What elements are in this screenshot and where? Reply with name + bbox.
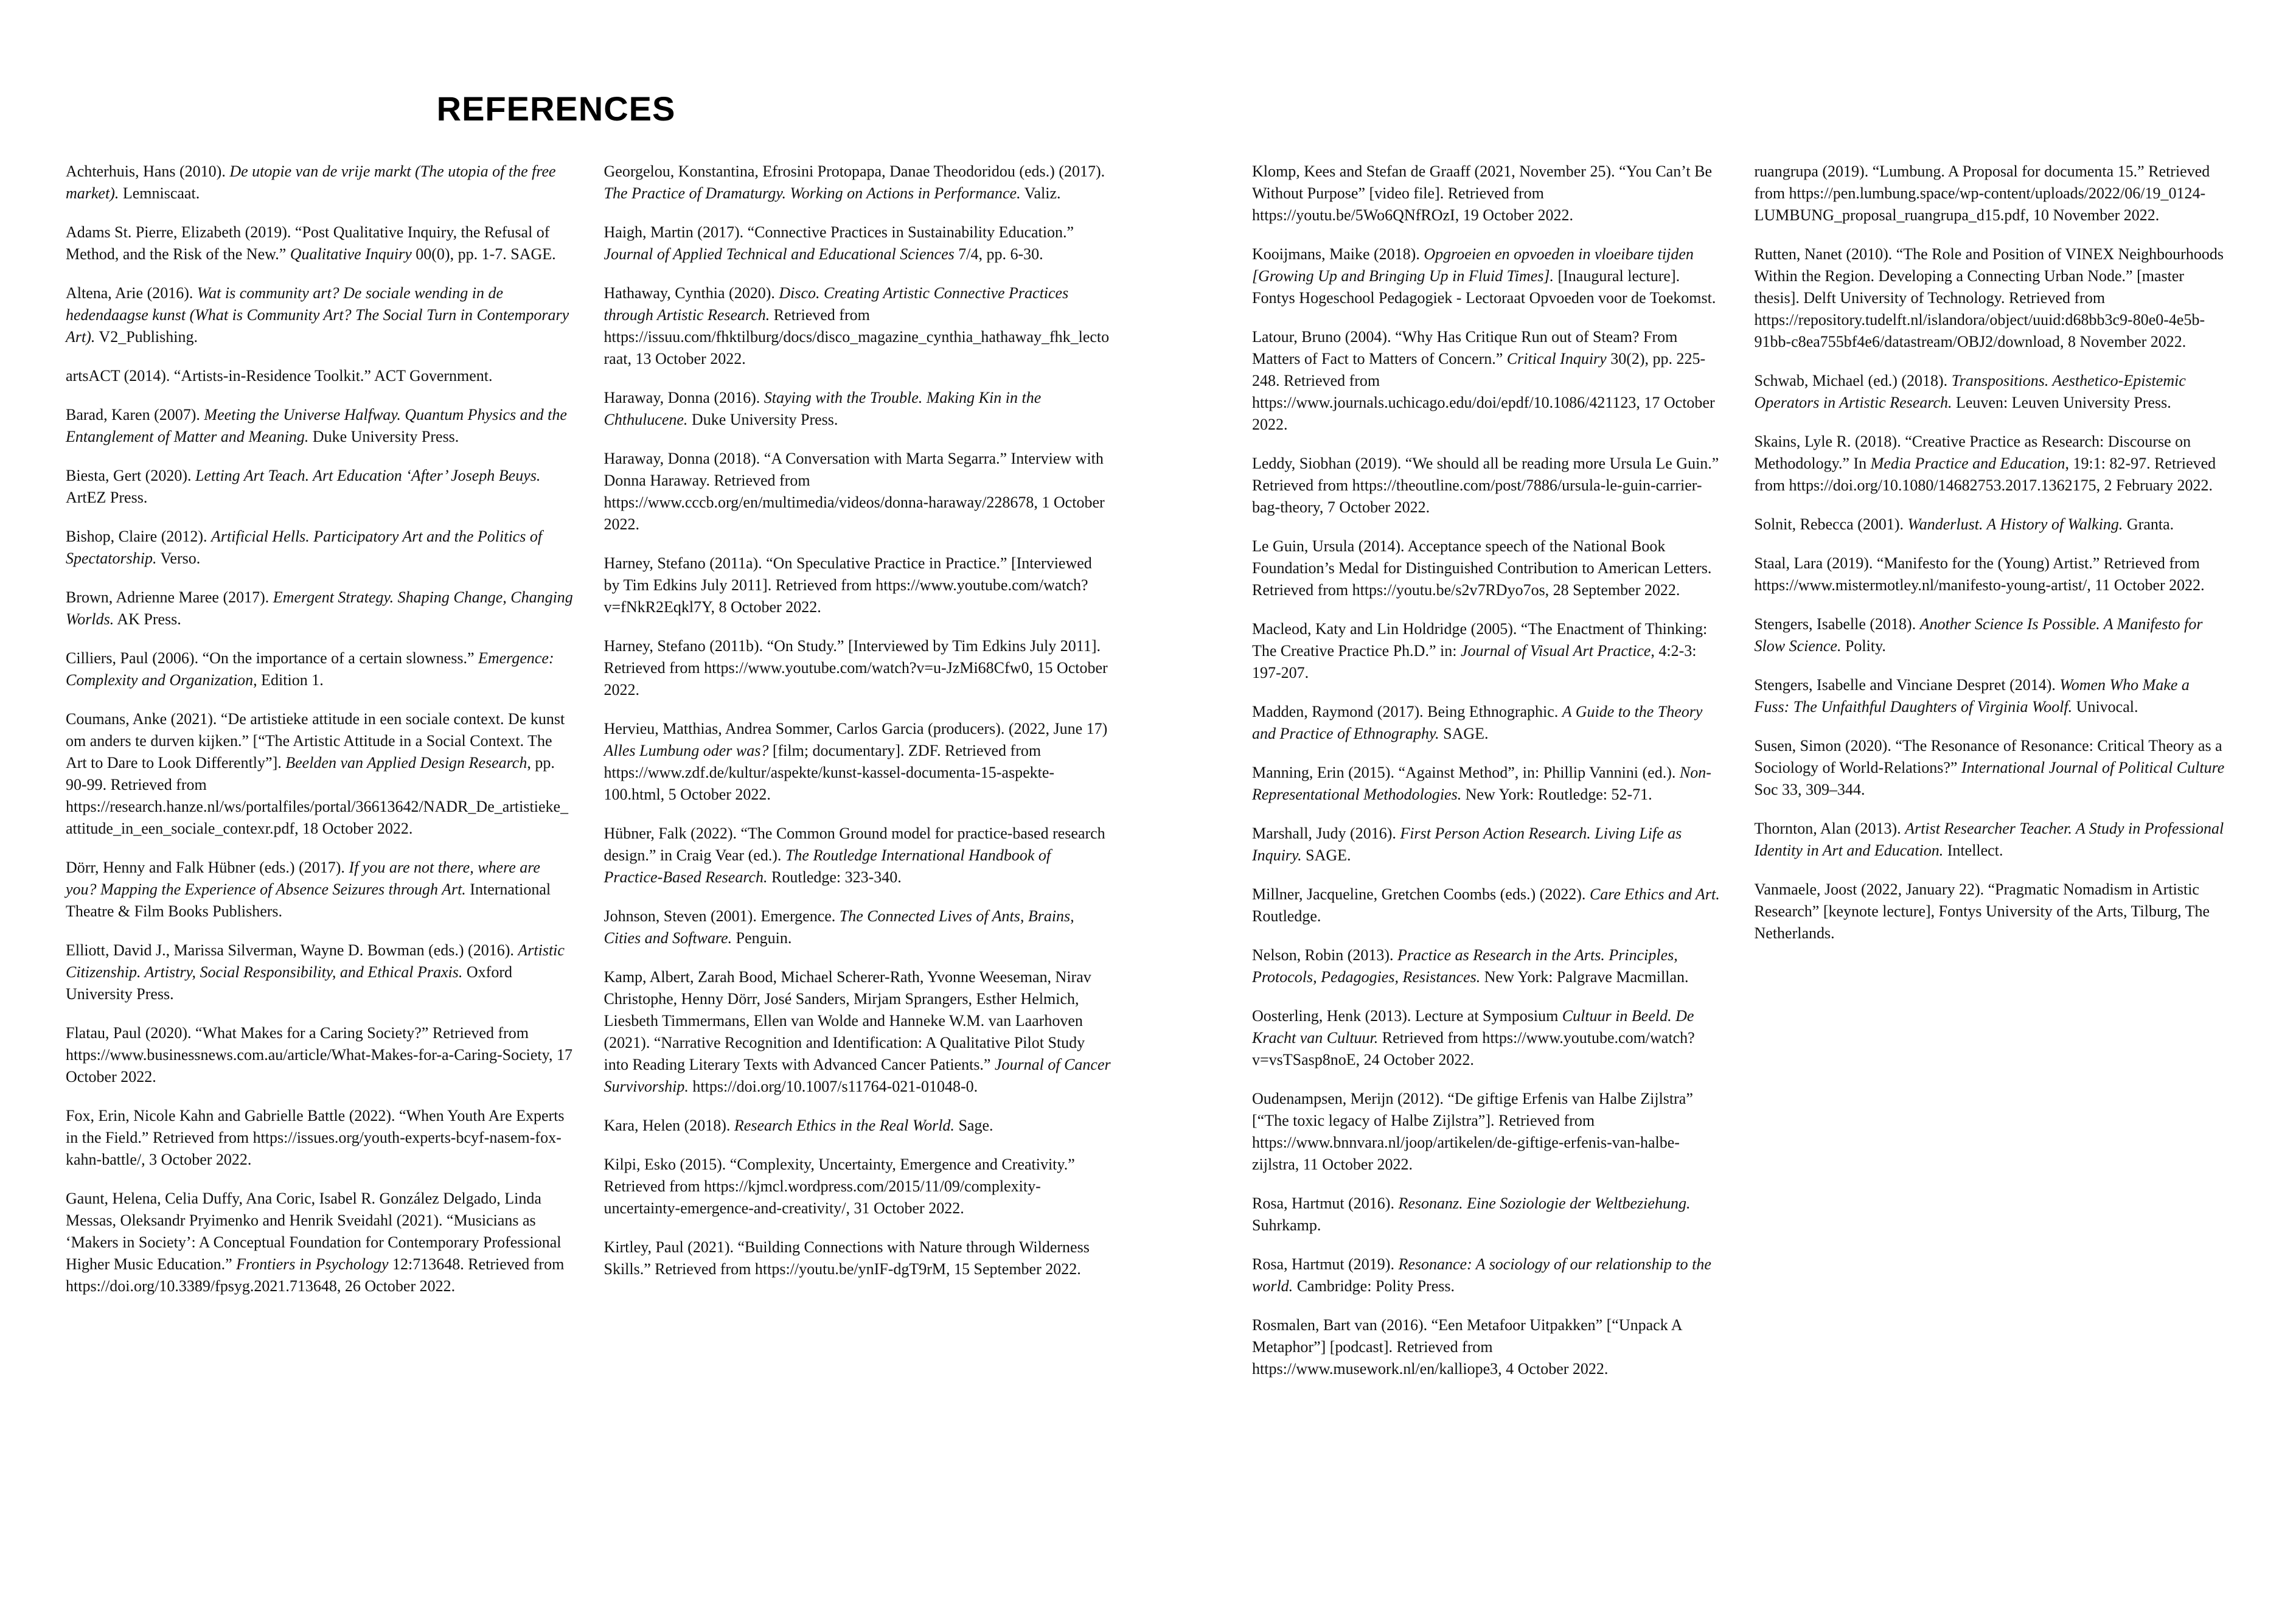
reference-entry: Rutten, Nanet (2010). “The Role and Position of VINEX Neighbourhoods Within the Region. Developing a Connecting Urban Node.” [master thesis]. Delft University of Technology. Retrieved from https://repository.tudelft.nl/islandora/object/uuid:d68bb3c9-80e0-4e5b-91bb-c8ea755bf4e6/datastream/OBJ2/download, 8 November 2022. [1754, 245, 2224, 350]
reference-entry: Gaunt, Helena, Celia Duffy, Ana Coric, Isabel R. González Delgado, Linda Messas, Oleksandr Pryimenko and Henrik Sveidahl (2021). “Musicians as ‘Makers in Society’: A Conceptual Foundation for Contemporary Professional Higher Music Education.” Frontiers in Psychology 12:713648. Retrieved from https://doi.org/10.3389/fpsyg.2021.713648, 26 October 2022. [66, 1190, 565, 1295]
reference-entry: Rosa, Hartmut (2019). Resonance: A sociology of our relationship to the world. Cambridge: Polity Press. [1252, 1255, 1711, 1295]
reference-entry: Hübner, Falk (2022). “The Common Ground model for practice-based research design.” in Craig Vear (ed.). The Routledge International Handbook of Practice-Based Research. Routledge: 323-340. [604, 824, 1105, 886]
reference-entry: Susen, Simon (2020). “The Resonance of Resonance: Critical Theory as a Sociology of World-Relations?” International Journal of Political Culture Soc 33, 309–344. [1754, 737, 2225, 798]
reference-entry: Harney, Stefano (2011a). “On Speculative Practice in Practice.” [Interviewed by Tim Edkins July 2011]. Retrieved from https://www.youtube.com/watch?v=fNkR2Eqkl7Y, 8 October 2022. [604, 554, 1092, 616]
reference-entry: Solnit, Rebecca (2001). Wanderlust. A History of Walking. Granta. [1754, 515, 2174, 533]
reference-entry: Rosa, Hartmut (2016). Resonanz. Eine Soziologie der Weltbeziehung. Suhrkamp. [1252, 1194, 1691, 1234]
right-page [1148, 0, 2296, 1621]
reference-entry: Haraway, Donna (2016). Staying with the Trouble. Making Kin in the Chthulucene. Duke University Press. [604, 389, 1042, 428]
reference-entry: Latour, Bruno (2004). “Why Has Critique Run out of Steam? From Matters of Fact to Matters of Concern.” Critical Inquiry 30(2), pp. 225-248. Retrieved from https://www.journals.uchicago.edu/doi/epdf/10.1086/421123, 17 October 2022. [1252, 328, 1715, 433]
reference-entry: Flatau, Paul (2020). “What Makes for a Caring Society?” Retrieved from https://www.businessnews.com.au/article/What-Makes-for-a-Caring-Society, 17 October 2022. [66, 1024, 572, 1086]
reference-entry: Haigh, Martin (2017). “Connective Practices in Sustainability Education.” Journal of Applied Technical and Educational Sciences 7/4, pp. 6-30. [604, 223, 1074, 263]
reference-entry: Vanmaele, Joost (2022, January 22). “Pragmatic Nomadism in Artistic Research” [keynote lecture], Fontys University of the Arts, Tilburg, The Netherlands. [1754, 880, 2210, 942]
reference-entry: Brown, Adrienne Maree (2017). Emergent Strategy. Shaping Change, Changing Worlds. AK Press. [66, 588, 573, 628]
references-column-3 [1252, 161, 1724, 1397]
reference-entry: Adams St. Pierre, Elizabeth (2019). “Post Qualitative Inquiry, the Refusal of Method, and the Risk of the New.” Qualitative Inquiry 00(0), pp. 1-7. SAGE. [66, 223, 556, 263]
reference-entry: Fox, Erin, Nicole Kahn and Gabrielle Battle (2022). “When Youth Are Experts in the Field.” Retrieved from https://issues.org/youth-experts-bcyf-nasem-fox-kahn-battle/, 3 October 2022. [66, 1107, 565, 1168]
reference-entry: Haraway, Donna (2018). “A Conversation with Marta Segarra.” Interview with Donna Haraway. Retrieved from https://www.cccb.org/en/multimedia/videos/donna-haraway/228678, 1 October 2022. [604, 450, 1105, 533]
reference-entry: Klomp, Kees and Stefan de Graaff (2021, November 25). “You Can’t Be Without Purpose” [video file]. Retrieved from https://youtu.be/5Wo6QNfROzI, 19 October 2022. [1252, 162, 1713, 224]
reference-entry: Altena, Arie (2016). Wat is community art? De sociale wending in de hedendaagse kunst (What is Community Art? The Social Turn in Contemporary Art). V2_Publishing. [66, 284, 569, 346]
reference-entry: Marshall, Judy (2016). First Person Action Research. Living Life as Inquiry. SAGE. [1252, 824, 1682, 864]
reference-entry: Hathaway, Cynthia (2020). Disco. Creating Artistic Connective Practices through Artistic Research. Retrieved from https://issuu.com/fhktilburg/docs/disco_magazine_cynthia_hathaway_fhk_lectoraat, 13 October 2022. [604, 284, 1110, 368]
references-column-2 [604, 161, 1112, 1314]
reference-entry: Nelson, Robin (2013). Practice as Research in the Arts. Principles, Protocols, Pedagogies, Resistances. New York: Palgrave Macmillan. [1252, 946, 1689, 986]
reference-entry: Kamp, Albert, Zarah Bood, Michael Scherer-Rath, Yvonne Weeseman, Nirav Christophe, Henny Dörr, José Sanders, Mirjam Sprangers, Esther Helmich, Liesbeth Timmermans, Ellen van Wolde and Hanneke W.M. van Laarhoven (2021). “Narrative Recognition and Identification: A Qualitative Pilot Study into Reading Literary Texts with Advanced Cancer Patients.” Journal of Cancer Survivorship. https://doi.org/10.1007/s11764-021-01048-0. [604, 968, 1111, 1095]
reference-entry: Barad, Karen (2007). Meeting the Universe Halfway. Quantum Physics and the Entanglement of Matter and Meaning. Duke University Press. [66, 406, 567, 445]
reference-entry: Bishop, Claire (2012). Artificial Hells. Participatory Art and the Politics of Spectatorship. Verso. [66, 528, 543, 567]
reference-entry: Skains, Lyle R. (2018). “Creative Practice as Research: Discourse on Methodology.” In Media Practice and Education, 19:1: 82-97. Retrieved from https://doi.org/10.1080/14682753.2017.1362175, 2 February 2022. [1754, 433, 2216, 494]
reference-entry: Manning, Erin (2015). “Against Method”, in: Phillip Vannini (ed.). Non-Representational Methodologies. New York: Routledge: 52-71. [1252, 764, 1711, 803]
reference-entry: Kirtley, Paul (2021). “Building Connections with Nature through Wilderness Skills.” Retrieved from https://youtu.be/ynIF-dgT9rM, 15 September 2022. [604, 1238, 1090, 1278]
reference-entry: Le Guin, Ursula (2014). Acceptance speech of the National Book Foundation’s Medal for Distinguished Contribution to American Letters. Retrieved from https://youtu.be/s2v7RDyo7os, 28 September 2022. [1252, 537, 1712, 599]
reference-entry: Stengers, Isabelle and Vinciane Despret (2014). Women Who Make a Fuss: The Unfaithful Daughters of Virginia Woolf. Univocal. [1754, 676, 2190, 716]
reference-entry: Oosterling, Henk (2013). Lecture at Symposium Cultuur in Beeld. De Kracht van Cultuur. Retrieved from https://www.youtube.com/watch?v=vsTSasp8noE, 24 October 2022. [1252, 1007, 1695, 1068]
reference-entry: Johnson, Steven (2001). Emergence. The Connected Lives of Ants, Brains, Cities and Software. Penguin. [604, 907, 1074, 947]
reference-entry: Kooijmans, Maike (2018). Opgroeien en opvoeden in vloeibare tijden [Growing Up and Bringing Up in Fluid Times]. [Inaugural lecture]. Fontys Hogeschool Pedagogiek - Lectoraat Opvoeden voor de Toekomst. [1252, 245, 1716, 307]
reference-entry: Stengers, Isabelle (2018). Another Science Is Possible. A Manifesto for Slow Science. Polity. [1754, 615, 2203, 655]
right-page-columns [1252, 161, 2226, 1397]
reference-entry: Staal, Lara (2019). “Manifesto for the (Young) Artist.” Retrieved from https://www.mistermotley.nl/manifesto-young-artist/, 11 October 2022. [1754, 554, 2205, 594]
reference-entry: Millner, Jacqueline, Gretchen Coombs (eds.) (2022). Care Ethics and Art. Routledge. [1252, 885, 1720, 925]
reference-entry: Thornton, Alan (2013). Artist Researcher Teacher. A Study in Professional Identity in Art and Education. Intellect. [1754, 820, 2224, 859]
reference-entry: Cilliers, Paul (2006). “On the importance of a certain slowness.” Emergence: Complexity and Organization, Edition 1. [66, 649, 554, 689]
reference-entry: Elliott, David J., Marissa Silverman, Wayne D. Bowman (eds.) (2016). Artistic Citizenship. Artistry, Social Responsibility, and Ethical Praxis. Oxford University Press. [66, 941, 565, 1003]
reference-entry: Madden, Raymond (2017). Being Ethnographic. A Guide to the Theory and Practice of Ethnography. SAGE. [1252, 703, 1703, 742]
reference-entry: Macleod, Katy and Lin Holdridge (2005). “The Enactment of Thinking: The Creative Practice Ph.D.” in: Journal of Visual Art Practice, 4:2-3: 197-207. [1252, 620, 1708, 682]
reference-entry: ruangrupa (2019). “Lumbung. A Proposal for documenta 15.” Retrieved from https://pen.lumbung.space/wp-content/uploads/2022/06/19_0124-LUMBUNG_proposal_ruangrupa_d15.pdf, 10 November 2022. [1754, 162, 2210, 224]
reference-entry: Oudenampsen, Merijn (2012). “De giftige Erfenis van Halbe Zijlstra” [“The toxic legacy of Halbe Zijlstra”]. Retrieved from https://www.bnnvara.nl/joop/artikelen/de-giftige-erfenis-van-halbe-zijlstra, 11 October 2022. [1252, 1090, 1693, 1173]
reference-entry: Hervieu, Matthias, Andrea Sommer, Carlos Garcia (producers). (2022, June 17) Alles Lumbung oder was? [film; documentary]. ZDF. Retrieved from https://www.zdf.de/kultur/aspekte/kunst-kassel-documenta-15-aspekte-100.html, 5 October 2022. [604, 720, 1108, 803]
left-page-columns [66, 161, 1111, 1314]
reference-entry: Rosmalen, Bart van (2016). “Een Metafoor Uitpakken” [“Unpack A Metaphor”] [podcast]. Retrieved from https://www.musework.nl/en/kalliope3, 4 October 2022. [1252, 1316, 1682, 1378]
references-column-1 [66, 161, 574, 1314]
reference-entry: artsACT (2014). “Artists-in-Residence Toolkit.” ACT Government. [66, 367, 493, 385]
reference-entry: Kara, Helen (2018). Research Ethics in the Real World. Sage. [604, 1117, 993, 1134]
reference-entry: Leddy, Siobhan (2019). “We should all be reading more Ursula Le Guin.” Retrieved from https://theoutline.com/post/7886/ursula-le-guin-carrier-bag-theory, 7 October 2022. [1252, 455, 1719, 516]
references-column-4 [1755, 161, 2227, 1397]
reference-entry: Achterhuis, Hans (2010). De utopie van de vrije markt (The utopia of the free market). Lemniscaat. [66, 162, 556, 202]
reference-entry: Dörr, Henny and Falk Hübner (eds.) (2017). If you are not there, where are you? Mapping the Experience of Absence Seizures through Art. International Theatre & Film Books Publishers. [66, 859, 551, 920]
reference-entry: Kilpi, Esko (2015). “Complexity, Uncertainty, Emergence and Creativity.” Retrieved from https://kjmcl.wordpress.com/2015/11/09/complexity-uncertainty-emergence-and-creativity/, 31 October 2022. [604, 1156, 1075, 1217]
reference-entry: Biesta, Gert (2020). Letting Art Teach. Art Education ‘After’ Joseph Beuys. ArtEZ Press. [66, 467, 541, 506]
page-title: REFERENCES [436, 89, 676, 128]
reference-entry: Coumans, Anke (2021). “De artistieke attitude in een sociale context. De kunst om anders te durven kijken.” [“The Artistic Attitude in a Social Context. The Art to Dare to Look Differently”]. Beelden van Applied Design Research, pp. 90-99. Retrieved from https://research.hanze.nl/ws/portalfiles/portal/36613642/NADR_De_artistieke_attitude_in_een_sociale_contexr.pdf, 18 October 2022. [66, 710, 569, 837]
reference-entry: Schwab, Michael (ed.) (2018). Transpositions. Aesthetico-Epistemic Operators in Artistic Research. Leuven: Leuven University Press. [1754, 372, 2186, 411]
reference-entry: Georgelou, Konstantina, Efrosini Protopapa, Danae Theodoridou (eds.) (2017). The Practice of Dramaturgy. Working on Actions in Performance. Valiz. [604, 162, 1105, 202]
reference-entry: Harney, Stefano (2011b). “On Study.” [Interviewed by Tim Edkins July 2011]. Retrieved from https://www.youtube.com/watch?v=u-JzMi68Cfw0, 15 October 2022. [604, 637, 1108, 699]
